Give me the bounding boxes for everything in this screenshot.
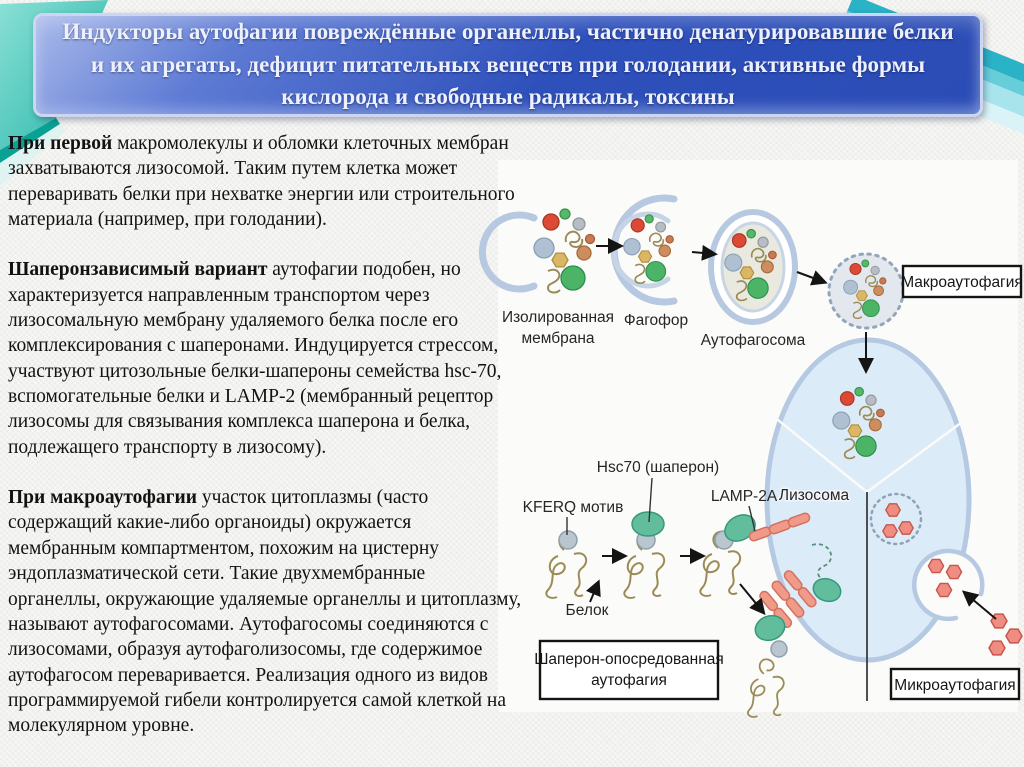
- lamp2a-label: LAMP-2A: [710, 488, 778, 505]
- cma-label-box: [534, 641, 724, 699]
- paragraph-rest: участок цитоплазмы (часто содержащий какие-либо органоиды) окружается мембранным компартментом, похожим на цистерну эндоплазматической сети. Такие двухмембранные органеллы, окружающие удаляемые органеллы и цитоплазму, называют аутофагосомами. Аутофагосомы соединяются с лизосомами, образуя аутофаголизосомы, где содержимое аутофагосом переваривается. Реализация одного из видов программируемой гибели контролируется самой клеткой на молекулярном уровне.: [8, 487, 522, 737]
- isolated-membrane-label-line1: Изолированная: [501, 309, 615, 326]
- lysosome-label: Лизосома: [778, 487, 850, 504]
- fusing-vesicle: [829, 254, 903, 328]
- title-box: [33, 13, 983, 117]
- hsc70-label: Hsc70 (шаперон): [596, 459, 720, 476]
- microautophagy-label: Микроаутофагия: [894, 677, 1016, 694]
- slide-title: Индукторы аутофагии повреждённые органеллы, частично денатурировавшие белки и их агрегаты, дефицит питательных веществ при голодании, активные формы кислорода и свободные радикалы, токсины: [62, 18, 954, 110]
- protein-label: Белок: [565, 602, 609, 619]
- paragraph-chaperone: [8, 257, 522, 460]
- cma-label-line2: аутофагия: [591, 672, 667, 689]
- autophagosome-vesicle: [711, 212, 795, 322]
- phagophore-label: Фагофор: [623, 312, 689, 329]
- body-text: [8, 131, 522, 764]
- macroautophagy-label: Макроаутофагия: [901, 274, 1023, 291]
- microautophagy-label-box: [891, 669, 1019, 699]
- paragraph-lead: При первой: [8, 133, 113, 154]
- cma-label-line1: Шаперон-опосредованная: [534, 651, 724, 668]
- macroautophagy-label-box: [901, 266, 1023, 297]
- isolated-membrane-label-line2: мембрана: [521, 330, 595, 347]
- kferq-label: KFERQ мотив: [522, 499, 624, 516]
- paragraph-rest: аутофагии подобен, но характеризуется направленным транспортом через лизосомальную мембрану удаляемого белка после его комплексирования с шаперонами. Индуцируется стрессом, участвуют цитозольные белки-шапероны семейства hsc-70, вспомогательные белки и LAMP-2 (мембранный рецептор лизосомы для связывания комплекса шаперона и белка, подлежащего транспорту в лизосому).: [8, 259, 502, 458]
- paragraph-rest: макромолекулы и обломки клеточных мембран захватываются лизосомой. Таким путем клетка может переваривать белки при нехватке энергии или строительного материала (например, при голодании).: [8, 133, 515, 231]
- paragraph-lead: Шаперонзависимый вариант: [8, 259, 268, 281]
- paragraph-lead: При макроаутофагии: [8, 487, 198, 509]
- paragraph-lysosomal: [8, 131, 522, 232]
- paragraph-macroautophagy: [8, 485, 522, 738]
- autophagy-diagram: [482, 160, 1022, 717]
- autophagosome-label: Аутофагосома: [700, 332, 806, 349]
